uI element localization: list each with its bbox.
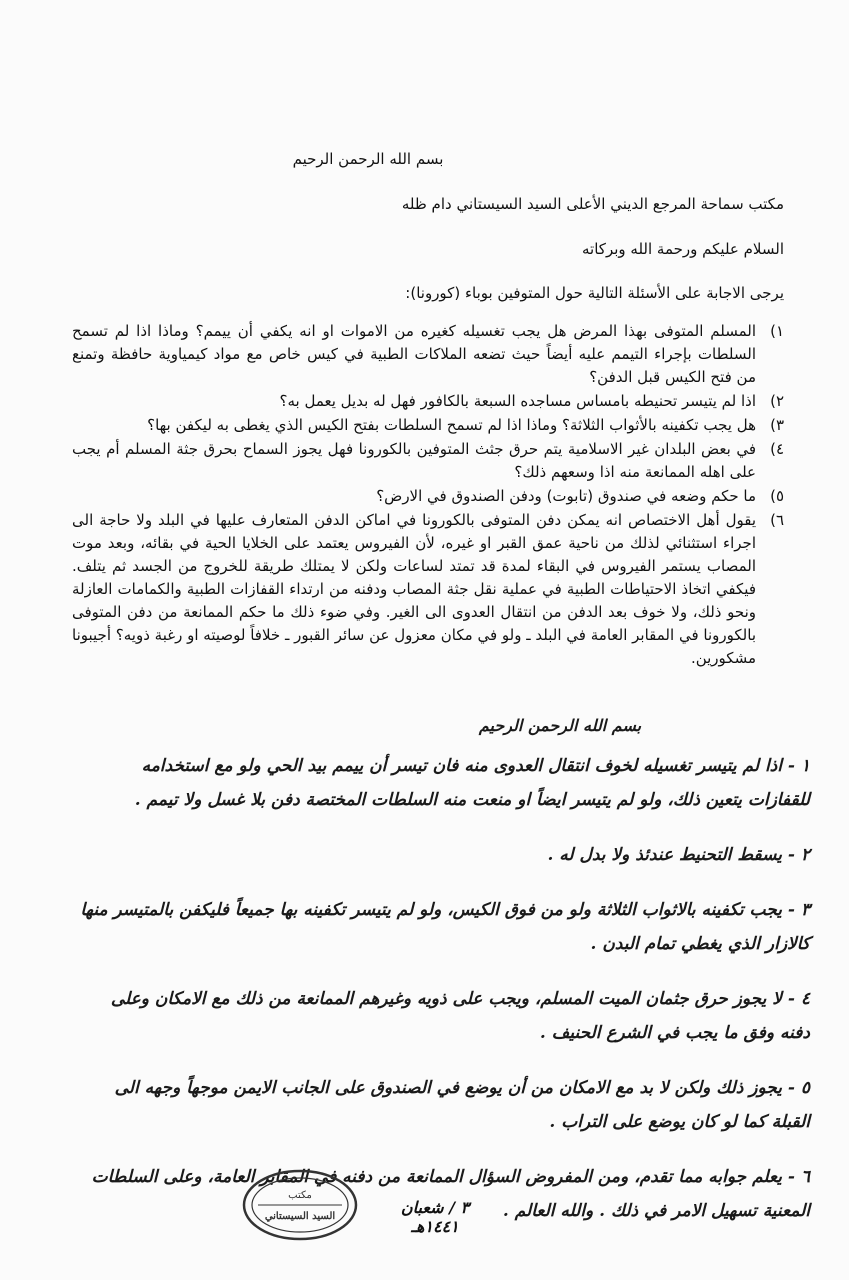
intro-line: يرجى الاجابة على الأسئلة التالية حول المتوفين بوباء (كورونا):: [405, 284, 784, 302]
question-list: [72, 320, 784, 670]
answer-item: ٥ - يجوز ذلك ولكن لا بد مع الامكان من أن يوضع في الصندوق على الجانب الايمن موجهاً وجهه الى القبلة كما لو كان يوضع على التراب .: [114, 1078, 810, 1132]
office-seal-stamp: [240, 1165, 360, 1245]
question-text: في بعض البلدان غير الاسلامية يتم حرق جثث المتوفين بالكورونا فهل يجوز السماح بحرق جثة المسلم أم يجب على اهله الممانعة منه اذا وسعهم ذلك؟: [72, 440, 756, 481]
answer-item: ٢ - يسقط التحنيط عندئذ ولا بدل له .: [547, 845, 810, 865]
svg-text:مكتب: مكتب: [288, 1190, 312, 1201]
question-text: هل يجب تكفينه بالأثواب الثلاثة؟ وماذا اذا لم تسمح السلطات بفتح الكيس الذي يغطى به ليكفن بها؟: [147, 416, 756, 434]
hijri-date: ٣ / شعبان ١٤٤١هـ: [400, 1198, 470, 1236]
question-item: [72, 320, 784, 389]
question-item: [72, 390, 784, 413]
typed-question-section: [72, 148, 784, 671]
answer-item: ٣ - يجب تكفينه بالاثواب الثلاثة ولو من فوق الكيس، ولو لم يتيسر تكفينه بها جميعاً فليكفن بالمتيسر منها كالازار الذي يغطي تمام البدن .: [80, 900, 810, 954]
handwritten-bismillah: بسم الله الرحمن الرحيم: [478, 716, 642, 735]
question-text: اذا لم يتيسر تحنيطه بامساس مساجده السبعة بالكافور فهل له بديل يعمل به؟: [279, 392, 756, 410]
question-number: ٣): [770, 416, 784, 434]
question-item: [72, 509, 784, 670]
question-number: ١): [770, 322, 784, 340]
question-item: [72, 485, 784, 508]
question-number: ٢): [770, 392, 784, 410]
question-item: [72, 414, 784, 437]
answer-item: ٤ - لا يجوز حرق جثمان الميت المسلم، ويجب على ذويه وغيرهم الممانعة من ذلك مع الامكان وعلى دفنه وفق ما يجب في الشرع الحنيف .: [110, 989, 810, 1043]
question-text: المسلم المتوفى بهذا المرض هل يجب تغسيله كغيره من الاموات او انه يكفي أن ييمم؟ وماذا اذا لم تسمح السلطات بإجراء التيمم عليه أيضاً حيث تضعه الملاكات الطبية في كيس خاص مع مواد كيمياوية حافظة وتمنع من فتح الكيس قبل الدفن؟: [72, 322, 756, 386]
svg-text:السيد السيستاني: السيد السيستاني: [264, 1211, 336, 1222]
answer-item: ٦ - يعلم جوابه مما تقدم، ومن المفروض السؤال الممانعة من دفنه في المقابر العامة، وعلى السلطات المعنية تسهيل الامر في ذلك . والله العالم .: [91, 1167, 810, 1221]
typed-bismillah: بسم الله الرحمن الرحيم: [292, 150, 444, 168]
question-item: [72, 438, 784, 484]
handwritten-answer-section: [80, 716, 810, 1249]
question-number: ٥): [770, 487, 784, 505]
question-text: ما حكم وضعه في صندوق (تابوت) ودفن الصندوق في الارض؟: [376, 487, 756, 505]
addressee-line: مكتب سماحة المرجع الديني الأعلى السيد السيستاني دام ظله: [401, 195, 784, 213]
question-number: ٦): [770, 511, 784, 529]
answer-item: ١ - اذا لم يتيسر تغسيله لخوف انتقال العدوى منه فان تيسر أن ييمم بيد الحي ولو مع استخدامه للقفازات يتعين ذلك، ولو لم يتيسر ايضاً او منعت منه السلطات المختصة دفن بلا غسل ولا تيمم .: [134, 756, 810, 810]
greeting-line: السلام عليكم ورحمة الله وبركاته: [582, 240, 784, 258]
question-number: ٤): [770, 440, 784, 458]
question-text: يقول أهل الاختصاص انه يمكن دفن المتوفى بالكورونا في اماكن الدفن المتعارف عليها في البلد ولا حاجة الى اجراء استثنائي لذلك من ناحية عمق القبر او غيره، لأن الفيروس يعتمد على الخلايا الحية في بقائه، وبعد موت المصاب يستمر الفيروس في البقاء لمدة قد تمتد لساعات ولكن لا يمتلك طريقة للخروج من الجسد ثم يتلف. فيكفي اتخاذ الاحتياطات الطبية في عملية نقل جثة المصاب ودفنه من ارتداء القفازات الطبية والكمامات العازلة ونحو ذلك، ولا خوف بعد الدفن من انتقال العدوى الى الغير. وفي ضوء ذلك ما حكم الممانعة من دفن المتوفى بالكورونا في المقابر العامة في البلد ـ ولو في مكان معزول عن سائر القبور ـ خلافاً لوصيته او رغبة ذويه؟ أجيبونا مشكورين.: [72, 511, 756, 667]
